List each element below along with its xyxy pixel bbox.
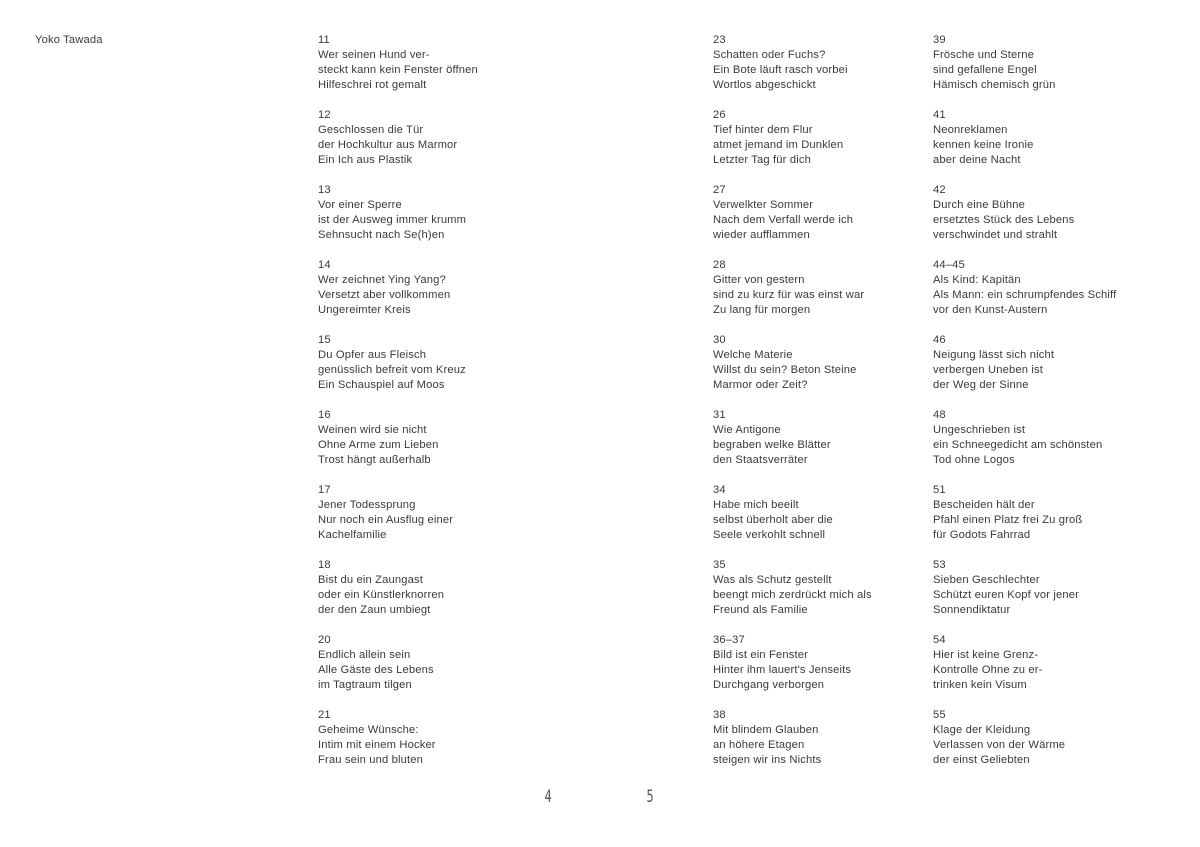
poem-number: 53 — [933, 559, 946, 571]
poem-number: 48 — [933, 409, 946, 421]
poem-number: 18 — [318, 559, 331, 571]
poem-line: Hilfeschrei rot gemalt — [318, 79, 427, 91]
poem-number: 34 — [713, 484, 726, 496]
poem-line: sind gefallene Engel — [933, 64, 1037, 76]
poem-number: 17 — [318, 484, 331, 496]
poem-line: Kontrolle Ohne zu er- — [933, 664, 1043, 676]
poem-block — [933, 183, 1183, 258]
poem-line: Geheime Wünsche: — [318, 724, 419, 736]
poem-line: genüsslich befreit vom Kreuz — [318, 364, 466, 376]
poem-line: Als Mann: ein schrumpfendes Schiff — [933, 289, 1117, 301]
poem-number: 51 — [933, 484, 946, 496]
poem-line: Freund als Familie — [713, 604, 808, 616]
poem-line: Was als Schutz gestellt — [713, 574, 832, 586]
poem-line: Nach dem Verfall werde ich — [713, 214, 854, 226]
poem-line: selbst überholt aber die — [713, 514, 833, 526]
poem-line: Ungeschrieben ist — [933, 424, 1026, 436]
poem-column-3 — [933, 33, 1183, 783]
poem-block — [933, 408, 1183, 483]
poem-line: Verlassen von der Wärme — [933, 739, 1066, 751]
poem-block — [318, 258, 568, 333]
poem-number: 41 — [933, 109, 946, 121]
poem-line: Wer zeichnet Ying Yang? — [318, 274, 446, 286]
author-name: Yoko Tawada — [35, 34, 103, 46]
poem-number: 36–37 — [713, 634, 745, 646]
poem-line: Endlich allein sein — [318, 649, 411, 661]
poem-line: Gitter von gestern — [713, 274, 805, 286]
poem-block — [713, 108, 963, 183]
poem-number: 38 — [713, 709, 726, 721]
poem-line: Vor einer Sperre — [318, 199, 402, 211]
poem-line: Zu lang für morgen — [713, 304, 811, 316]
poem-line: Sieben Geschlechter — [933, 574, 1040, 586]
poem-number: 28 — [713, 259, 726, 271]
poem-block — [713, 33, 963, 108]
poem-block — [713, 258, 963, 333]
poem-line: Du Opfer aus Fleisch — [318, 349, 427, 361]
poem-line: ist der Ausweg immer krumm — [318, 214, 467, 226]
poem-line: der Weg der Sinne — [933, 379, 1029, 391]
poem-block — [933, 258, 1183, 333]
poem-line: aber deine Nacht — [933, 154, 1021, 166]
poem-line: Durchgang verborgen — [713, 679, 825, 691]
poem-line: Durch eine Bühne — [933, 199, 1025, 211]
poem-line: vor den Kunst-Austern — [933, 304, 1048, 316]
poem-line: im Tagtraum tilgen — [318, 679, 412, 691]
poem-line: Weinen wird sie nicht — [318, 424, 427, 436]
poem-line: beengt mich zerdrückt mich als — [713, 589, 872, 601]
poem-line: Sehnsucht nach Se(h)en — [318, 229, 445, 241]
poem-number: 20 — [318, 634, 331, 646]
poem-line: Ein Ich aus Plastik — [318, 154, 413, 166]
poem-line: ersetztes Stück des Lebens — [933, 214, 1075, 226]
poem-line: Wortlos abgeschickt — [713, 79, 816, 91]
poem-line: atmet jemand im Dunklen — [713, 139, 844, 151]
poem-line: Trost hängt außerhalb — [318, 454, 431, 466]
poem-line: verschwindet und strahlt — [933, 229, 1058, 241]
poem-line: Habe mich beeilt — [713, 499, 799, 511]
poem-number: 14 — [318, 259, 331, 271]
poem-line: Tod ohne Logos — [933, 454, 1015, 466]
poem-line: kennen keine Ironie — [933, 139, 1034, 151]
poem-number: 12 — [318, 109, 331, 121]
poem-line: Marmor oder Zeit? — [713, 379, 808, 391]
poem-line: Schatten oder Fuchs? — [713, 49, 826, 61]
poem-block — [713, 333, 963, 408]
poem-line: Letzter Tag für dich — [713, 154, 811, 166]
poem-line: Klage der Kleidung — [933, 724, 1031, 736]
poem-block — [318, 108, 568, 183]
poem-block — [933, 558, 1183, 633]
poem-line: begraben welke Blätter — [713, 439, 831, 451]
poem-number: 54 — [933, 634, 946, 646]
poem-block — [713, 633, 963, 708]
poem-line: Kachelfamilie — [318, 529, 387, 541]
poem-line: der den Zaun umbiegt — [318, 604, 431, 616]
poem-block — [933, 483, 1183, 558]
poem-line: Sonnendiktatur — [933, 604, 1011, 616]
poem-line: Frau sein und bluten — [318, 754, 423, 766]
poem-line: Hier ist keine Grenz- — [933, 649, 1039, 661]
poem-line: verbergen Uneben ist — [933, 364, 1043, 376]
poem-line: Wie Antigone — [713, 424, 781, 436]
poem-block — [318, 633, 568, 708]
poem-line: Seele verkohlt schnell — [713, 529, 826, 541]
poem-number: 15 — [318, 334, 331, 346]
poem-line: Versetzt aber vollkommen — [318, 289, 451, 301]
poem-line: Ungereimter Kreis — [318, 304, 411, 316]
poem-block — [318, 483, 568, 558]
poem-line: steigen wir ins Nichts — [713, 754, 822, 766]
poem-line: ein Schneegedicht am schönsten — [933, 439, 1103, 451]
poem-column-1 — [318, 33, 568, 783]
poem-number: 26 — [713, 109, 726, 121]
poem-number: 55 — [933, 709, 946, 721]
poem-line: Mit blindem Glauben — [713, 724, 819, 736]
poem-line: Neigung lässt sich nicht — [933, 349, 1055, 361]
poem-line: an höhere Etagen — [713, 739, 805, 751]
poem-line: Tief hinter dem Flur — [713, 124, 813, 136]
poem-line: wieder aufflammen — [713, 229, 810, 241]
poem-number: 35 — [713, 559, 726, 571]
poem-number: 46 — [933, 334, 946, 346]
poem-line: sind zu kurz für was einst war — [713, 289, 865, 301]
poem-number: 27 — [713, 184, 726, 196]
poem-line: Hämisch chemisch grün — [933, 79, 1056, 91]
poem-line: Verwelkter Sommer — [713, 199, 814, 211]
poem-line: Jener Todessprung — [318, 499, 416, 511]
poem-column-2 — [713, 33, 963, 783]
poem-number: 42 — [933, 184, 946, 196]
poem-line: der Hochkultur aus Marmor — [318, 139, 458, 151]
poem-block — [318, 408, 568, 483]
poem-line: Bist du ein Zaungast — [318, 574, 423, 586]
poem-line: Ohne Arme zum Lieben — [318, 439, 439, 451]
poem-line: Intim mit einem Hocker — [318, 739, 436, 751]
poem-block — [933, 108, 1183, 183]
poem-line: Geschlossen die Tür — [318, 124, 424, 136]
poem-line: Willst du sein? Beton Steine — [713, 364, 857, 376]
poem-number: 11 — [318, 34, 330, 46]
poem-line: Alle Gäste des Lebens — [318, 664, 434, 676]
poem-block — [318, 558, 568, 633]
poem-block — [713, 708, 963, 783]
poem-line: Ein Schauspiel auf Moos — [318, 379, 445, 391]
poem-line: Ein Bote läuft rasch vorbei — [713, 64, 848, 76]
poem-line: für Godots Fahrrad — [933, 529, 1031, 541]
poem-block — [933, 33, 1183, 108]
poem-block — [933, 708, 1183, 783]
poem-line: Frösche und Sterne — [933, 49, 1034, 61]
poem-block — [933, 633, 1183, 708]
poem-number: 30 — [713, 334, 726, 346]
poem-line: oder ein Künstlerknorren — [318, 589, 445, 601]
poem-line: Schützt euren Kopf vor jener — [933, 589, 1079, 601]
page-number-left: 4 — [544, 787, 552, 807]
poem-line: trinken kein Visum — [933, 679, 1027, 691]
poem-block — [713, 408, 963, 483]
poem-line: Welche Materie — [713, 349, 793, 361]
page-number-right: 5 — [646, 787, 654, 807]
poem-block — [318, 333, 568, 408]
poem-line: Neonreklamen — [933, 124, 1008, 136]
poem-line: steckt kann kein Fenster öffnen — [318, 64, 478, 76]
poem-line: den Staatsverräter — [713, 454, 808, 466]
poem-line: Bild ist ein Fenster — [713, 649, 809, 661]
poem-number: 13 — [318, 184, 331, 196]
poem-line: Nur noch ein Ausflug einer — [318, 514, 454, 526]
poem-line: Wer seinen Hund ver- — [318, 49, 430, 61]
poem-number: 21 — [318, 709, 331, 721]
poem-number: 39 — [933, 34, 946, 46]
poem-number: 31 — [713, 409, 726, 421]
poem-block — [318, 33, 568, 108]
poem-block — [318, 183, 568, 258]
poem-line: Hinter ihm lauert's Jenseits — [713, 664, 852, 676]
poem-block — [713, 483, 963, 558]
poem-number: 23 — [713, 34, 726, 46]
poem-number: 16 — [318, 409, 331, 421]
poem-block — [318, 708, 568, 783]
poem-line: Bescheiden hält der — [933, 499, 1035, 511]
poem-block — [713, 183, 963, 258]
poem-line: der einst Geliebten — [933, 754, 1030, 766]
poem-line: Als Kind: Kapitän — [933, 274, 1021, 286]
poem-line: Pfahl einen Platz frei Zu groß — [933, 514, 1083, 526]
poem-number: 44–45 — [933, 259, 965, 271]
poem-block — [933, 333, 1183, 408]
poem-block — [713, 558, 963, 633]
